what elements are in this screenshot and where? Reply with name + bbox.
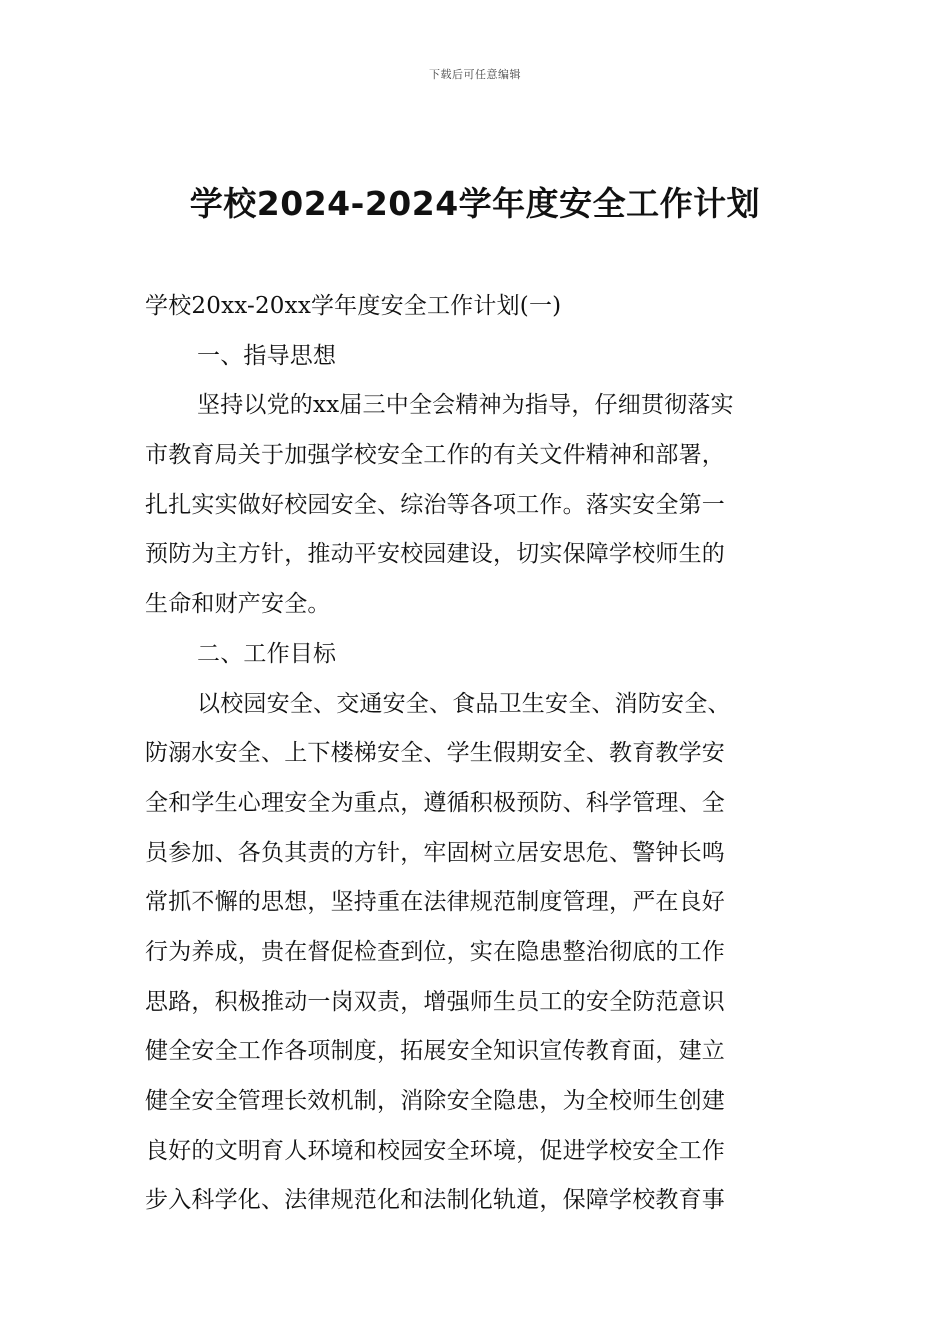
body-line: 良好的文明育人环境和校园安全环境，促进学校安全工作 [145,1137,725,1164]
body-line: 预防为主方针，推动平安校园建设，切实保障学校师生的 [145,541,725,568]
section-heading: 二、工作目标 [197,640,337,667]
body-line: 坚持以党的xx届三中全会精神为指导，仔细贯彻落实 [197,392,734,419]
header-note: 下载后可任意编辑 [429,68,521,81]
section-heading: 一、指导思想 [197,342,337,369]
body-line: 生命和财产安全。 [145,591,331,618]
document-title: 学校2024-2024学年度安全工作计划 [189,184,761,223]
body-line: 防溺水安全、上下楼梯安全、学生假期安全、教育教学安 [145,740,725,767]
body-line: 全和学生心理安全为重点，遵循积极预防、科学管理、全 [145,789,725,816]
body-line: 思路，积极推动一岗双责，增强师生员工的安全防范意识 [145,988,725,1015]
body-line: 健全安全管理长效机制，消除安全隐患，为全校师生创建 [145,1088,725,1114]
body-line: 健全安全工作各项制度，拓展安全知识宣传教育面，建立 [145,1038,725,1065]
body-line: 学校20xx-20xx学年度安全工作计划(一) [145,293,562,319]
body-line: 员参加、各负其责的方针，牢固树立居安思危、警钟长鸣 [145,839,725,866]
body-line: 市教育局关于加强学校安全工作的有关文件精神和部署， [145,442,725,469]
body-line: 扎扎实实做好校园安全、综治等各项工作。落实安全第一 [145,491,725,518]
document-body [145,282,807,1226]
body-line: 常抓不懈的思想，坚持重在法律规范制度管理，严在良好 [145,889,725,916]
body-line: 步入科学化、法律规范化和法制化轨道，保障学校教育事 [145,1187,725,1214]
body-line: 行为养成，贵在督促检查到位，实在隐患整治彻底的工作 [145,938,725,965]
body-line: 以校园安全、交通安全、食品卫生安全、消防安全、 [197,690,731,717]
